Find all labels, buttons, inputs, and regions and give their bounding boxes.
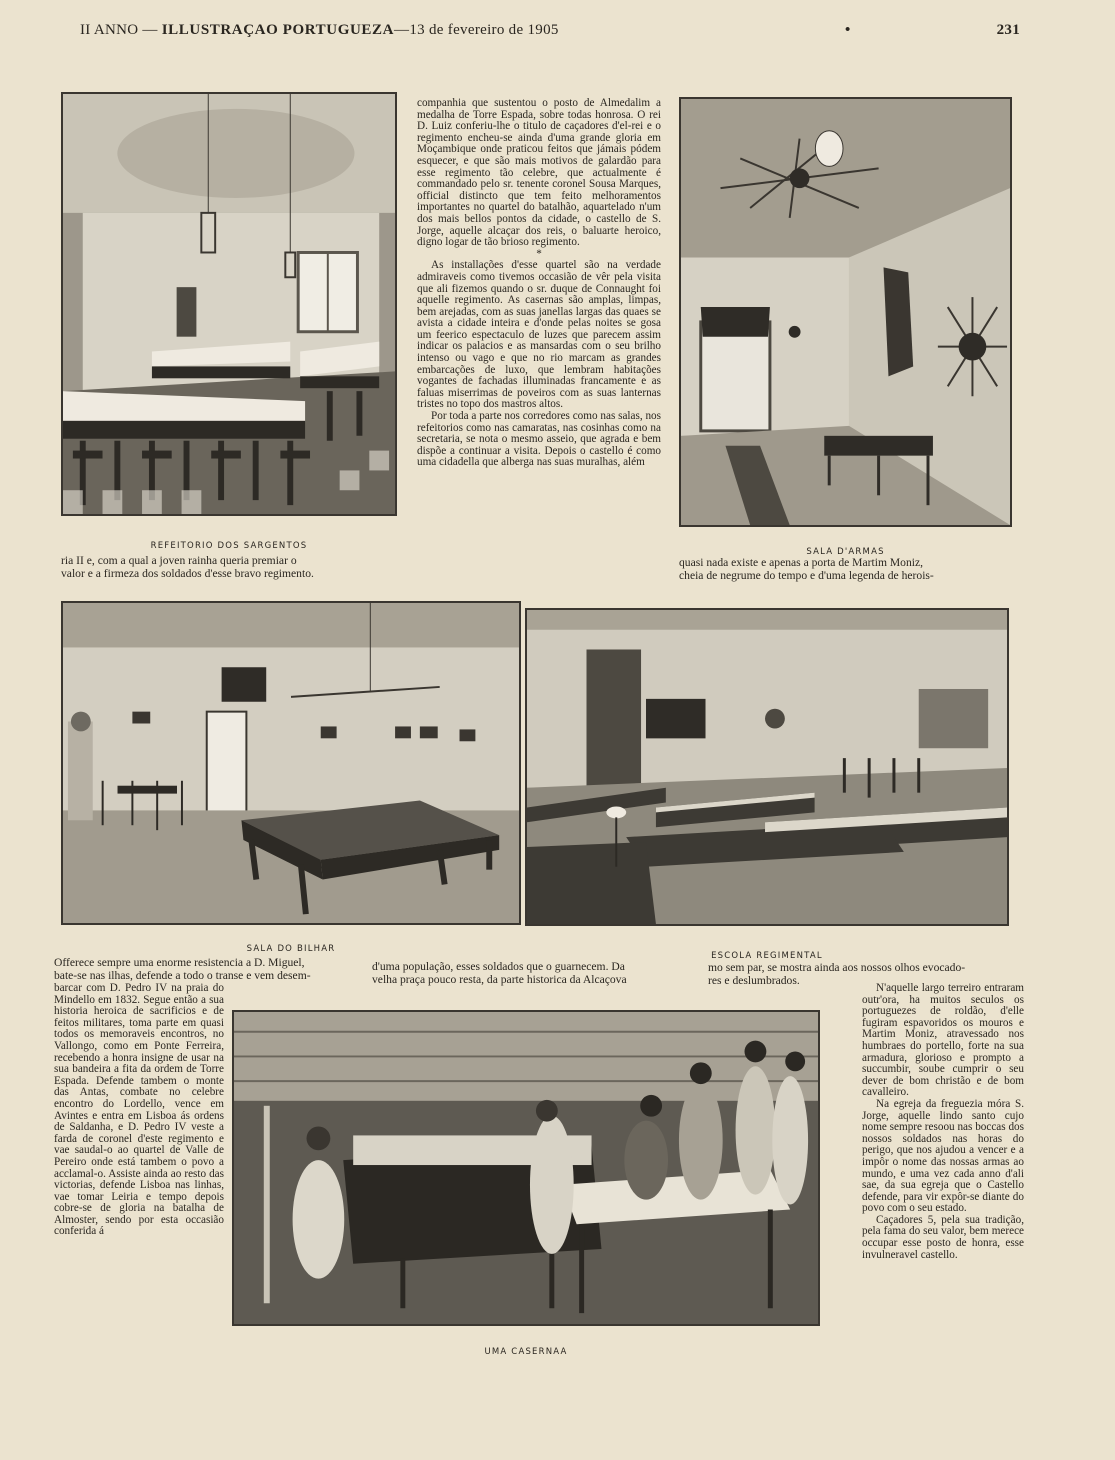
page-number: 231 — [996, 22, 1020, 38]
middle-paragraph-3: Por toda a parte nos corredores como nas salas, nos refeitorios como nas camaratas, nas cosinhas como na secretaria, se nota o mesmo asseio, que agrada e bem dispõe a continuar a visita. Depois o castello é como uma cidadella que alberga nas suas muralhas, além — [417, 410, 661, 469]
sala-bilhar-photo — [61, 601, 521, 925]
caserna-illustration — [234, 1012, 818, 1324]
sala-armas-illustration — [681, 99, 1010, 525]
header-mark: • — [845, 22, 851, 38]
bottom-right-lines: mo sem par, se mostra ainda aos nossos olhos evocado- res e deslumbrados. — [708, 962, 966, 987]
middle-column — [417, 98, 661, 584]
escola-photo — [525, 608, 1009, 926]
escola-illustration — [527, 610, 1007, 924]
page-header — [80, 22, 1020, 46]
sala-bilhar-illustration — [63, 603, 519, 923]
header-left — [80, 22, 559, 39]
bottom-right-column — [862, 983, 1024, 1383]
header-prefix: II ANNO — — [80, 22, 162, 38]
bottom-left-column — [54, 983, 224, 1383]
sala-armas-caption: SALA D'ARMAS — [806, 547, 885, 557]
sala-armas-photo — [679, 97, 1012, 527]
bottom-mid-lines: d'uma população, esses soldados que o guarnecem. Da velha praça pouco resta, da parte historica da Alcaçova — [372, 961, 627, 986]
bottom-left-paragraph: barcar com D. Pedro IV na praia do Mindello em 1832. Segue então a sua historia heroica de sacrificios e de feitos militares, toma parte em quasi todos os memoraveis encontros, no Vallongo, como em Ponte Ferreira, recebendo a honra insigne de usar na sua bandeira a fita da ordem de Torre Espada. Defende tambem o monte das Antas, combate no celebre encontro do Lordello, vence em Avintes e entra em Lisboa ás ordens de Saldanha, e D. Pedro IV veste a farda de coronel d'este regimento e vae saudal-o ao quartel de Valle de Pereiro onde está tambem o povo a acclamal-o. Assiste ainda ao resto das victorias, defende Lisboa nas linhas, vae tomar Leiria e tempo depois cobre-se de gloria na batalha de Almoster, sendo por esta occasião conferida á — [54, 983, 224, 1238]
bottom-left-lines: Offerece sempre uma enorme resistencia a D. Miguel, bate-se nas ilhas, defende a todo o transe e vem desem- — [54, 957, 311, 982]
caserna-caption: UMA CASERNAA — [484, 1347, 568, 1357]
refeitorio-caption: REFEITORIO DOS SARGENTOS — [150, 541, 308, 551]
refeitorio-photo — [61, 92, 397, 516]
bottom-right-paragraph-3: Caçadores 5, pela sua tradição, pela fama do seu valor, bem merece occupar esse posto de honra, esse invulneravel castello. — [862, 1213, 1024, 1261]
top-right-bottom-text: quasi nada existe e apenas a porta de Martim Moniz, cheia de negrume do tempo e d'uma legenda de herois- — [679, 557, 934, 582]
caserna-photo — [232, 1010, 820, 1326]
publication-title: ILLUSTRAÇAO PORTUGUEZA — [161, 22, 395, 38]
refeitorio-illustration — [63, 94, 395, 514]
middle-paragraph-2: As installações d'esse quartel são na verdade admiraveis como tivemos occasião de vêr pela visita que ali fizemos quando o sr. duque de Connaught foi aquelle regimento. As casernas são amplas, limpas, bem arejadas, com as suas janellas largas das quaes se avista a cidade inteira e d'onde pelas noites se gosa um feerico espectaculo de luzes que parecem assim indicar os palacios e as mansardas com o seu brilho intenso ou vago e que no rio marcam as grandes embarcações de luxo, que lembram habitações vogantes de fachadas illuminadas francamente e as faluas miserrimas de poveiros com as suas lanternas tristes no topo dos mastros altos. — [417, 259, 661, 411]
header-date: —13 de fevereiro de 1905 — [394, 22, 559, 38]
section-star: * — [536, 247, 542, 260]
escola-caption: ESCOLA REGIMENTAL — [711, 951, 823, 961]
bottom-right-paragraph-1: N'aquelle largo terreiro entraram outr'ora, ha muitos seculos os portuguezes de roldão, d'elle fugiram espavoridos os mouros e Martim Moniz, atravessado nos humbraes do portello, forte na sua armadura, glorioso e prompto a succumbir, soube cumprir o seu dever de bom christão e de bom cavalleiro. — [862, 983, 1024, 1099]
top-left-bottom-text: ria II e, com a qual a joven rainha queria premiar o valor e a firmeza dos soldados d'esse bravo regimento. — [61, 555, 314, 580]
middle-paragraph-1: companhia que sustentou o posto de Almedalim a medalha de Torre Espada, sobre todas honrosa. O rei D. Luiz conferiu-lhe o titulo de caçadores d'el-rei e o regimento encheu-se ainda d'uma grande gloria em Moçambique onde praticou feitos que jámais pódem esquecer, e que são mais motivos de galardão para esse regimento tão celebre, que actualmente é commandado pelo sr. tenente coronel Sousa Marques, official distincto que tem feito melhoramentos importantes no quartel do batalhão, aquartelado n'um dos mais bellos pontos da cidade, o castello de S. Jorge, aquelle alcaçar dos reis, o baluarte heroico, digno logar de tão brioso regimento. — [417, 98, 661, 249]
sala-bilhar-caption: SALA DO BILHAR — [246, 944, 336, 954]
bottom-right-paragraph-2: Na egreja da freguezia móra S. Jorge, aquelle lindo santo cujo nome sempre resoou nas boccas dos nossos soldados nas horas do perigo, que nos ajudou a vencer e a impôr o nome das nossas armas ao mundo, e uma vez cada anno d'ali sae, da sua egreja que o Castello defende, para vir expôr-se diante do povo com o seu estado. — [862, 1097, 1024, 1215]
